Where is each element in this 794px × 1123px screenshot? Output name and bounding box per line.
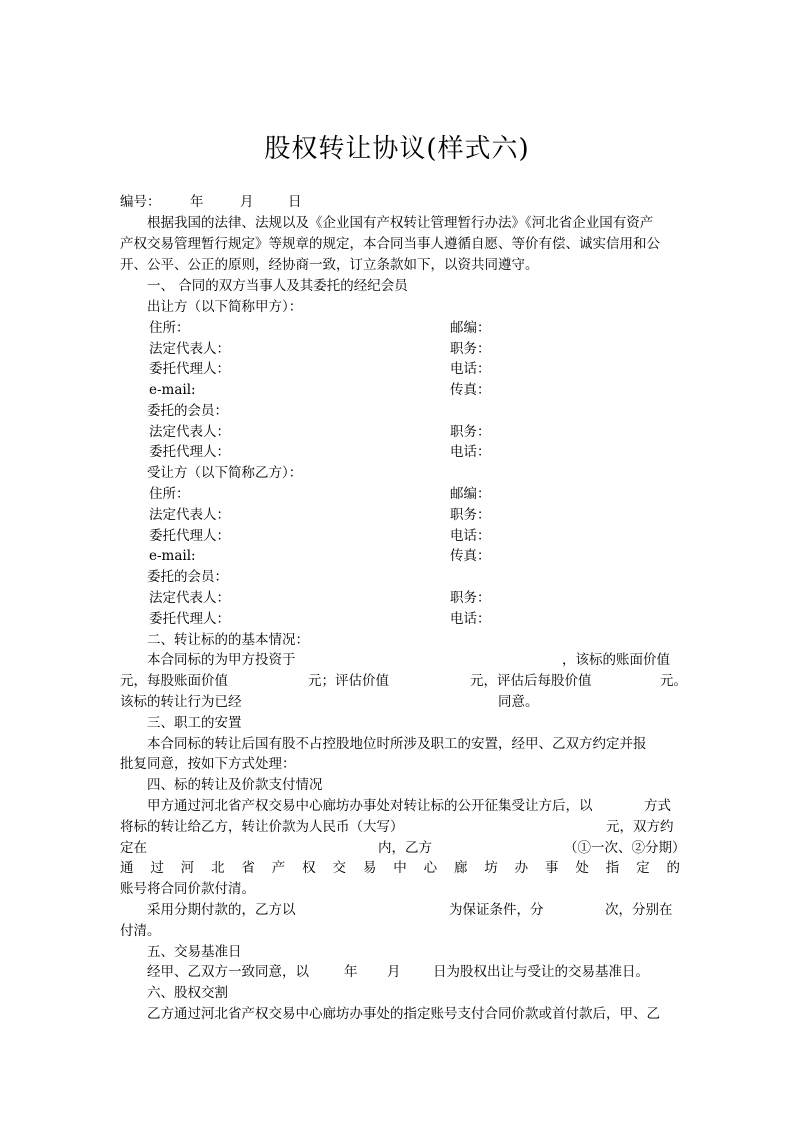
month-label: 月 [240,194,254,210]
buyer-fax-label: 传真： [450,548,491,564]
intro-line-2: 产权交易管理暂行规定》等规章的规定，本合同当事人遵循自愿、等价有偿、诚实信用和公 [120,236,660,252]
justified-char: 交 [332,860,347,876]
sec2-l3a: 该标的转让行为已经 [120,694,242,710]
sec2-l2b: 元；评估价值 [308,673,389,689]
seller-member-position-label: 职务： [450,424,491,440]
sec4-l6c: 次，分别在 [605,902,673,918]
buyer-member-position-label: 职务： [450,590,491,606]
number-label: 编号： [120,194,161,210]
justified-char: 权 [302,860,316,876]
section-4-line-5: 账号将合同价款付清。 [120,881,255,897]
year-label: 年 [190,194,204,210]
sec2-l3b: 同意。 [498,694,539,710]
justified-char: 的 [666,860,680,876]
section-4-line-2 [120,817,680,837]
sec4-l1a: 甲方通过河北省产权交易中心廊坊办事处对转让标的公开征集受让方后，以 [147,798,593,814]
justified-char: 指 [605,860,620,876]
sec2-l1a: 本合同标的为甲方投资于 [147,652,296,668]
section-6-line-1: 乙方通过河北省产权交易中心廊坊办事处的指定账号支付合同价款或首付款后，甲、乙 [147,1006,660,1022]
justified-char: 处 [575,860,589,876]
buyer-address-label: 住所： [149,486,190,502]
justified-char: 办 [514,860,529,876]
sec4-l6b: 为保证条件，分 [449,902,544,918]
justified-char: 省 [241,860,255,876]
sec5-l1d: 日为股权出让与受让的交易基准日。 [433,964,649,980]
seller-postcode-label: 邮编： [450,320,491,336]
day-label: 日 [288,194,302,210]
section-5-title: 五、交易基准日 [147,944,242,960]
section-4-line-3 [120,838,686,858]
justified-char: 心 [423,860,438,876]
section-4-line-6 [147,900,680,920]
section-2-title: 二、转让标的的基本情况： [147,632,309,648]
sec4-l3a: 定在 [120,840,147,856]
buyer-phone-label: 电话： [450,528,491,544]
sec2-l2a: 元，每股账面价值 [120,673,228,689]
justified-char: 廊 [453,860,468,876]
sec2-l2c: 元，评估后每股价值 [470,673,592,689]
buyer-email-label: e-mail: [149,548,196,564]
seller-member-legal-rep-label: 法定代表人： [149,424,230,440]
intro-line-3: 开、公平、公正的原则，经协商一致，订立条款如下，以资共同遵守。 [120,257,539,273]
section-2-line-1 [147,650,680,670]
buyer-postcode-label: 邮编： [450,486,491,502]
justified-char: 定 [636,860,650,876]
section-4-line-1 [147,796,680,816]
section-2-line-3 [120,692,680,712]
intro-line-1: 根据我国的法律、法规以及《企业国有产权转让管理暂行办法》《河北省企业国有资产 [147,215,654,231]
sec4-justified-line [120,858,680,878]
justified-char: 坊 [484,860,498,876]
sec4-l3c: （①一次、②分期） [564,840,686,856]
justified-char: 中 [393,860,407,876]
section-5-line-1 [147,962,680,982]
seller-phone-label: 电话： [450,361,491,377]
section-4-line-7: 付清。 [120,923,161,939]
section-3-line-2: 批复同意，按如下方式处理： [120,756,296,772]
section-4-line-4 [120,858,680,878]
buyer-legal-rep-label: 法定代表人： [149,507,230,523]
buyer-member-agent-label: 委托代理人： [149,611,230,627]
sec2-l1b: ，该标的账面价值 [562,652,670,668]
section-3-title: 三、职工的安置 [147,715,242,731]
document-title: 股权转让协议(样式六) [264,134,530,164]
sec4-l2b: 元，双方约 [606,819,674,835]
buyer-member-phone-label: 电话： [450,611,491,627]
buyer-title: 受让方（以下简称乙方）： [147,465,303,481]
justified-char: 事 [545,860,559,876]
justified-char: 通 [120,860,134,876]
buyer-member-label: 委托的会员： [147,569,228,585]
section-3-line-1: 本合同标的转让后国有股不占控股地位时所涉及职工的安置，经甲、乙双方约定并报 [147,736,647,752]
justified-char: 产 [271,860,286,876]
seller-email-label: e-mail: [149,382,196,398]
seller-position-label: 职务： [450,341,491,357]
number-line [120,192,680,212]
sec4-l1b: 方式 [644,798,671,814]
seller-member-agent-label: 委托代理人： [149,444,230,460]
seller-title: 出让方（以下简称甲方）： [147,299,303,315]
sec4-l6a: 采用分期付款的，乙方以 [147,902,296,918]
seller-member-label: 委托的会员： [147,403,228,419]
sec5-year: 年 [344,964,358,980]
justified-char: 易 [362,860,377,876]
sec5-l1a: 经甲、乙双方一致同意，以 [147,964,309,980]
justified-char: 河 [180,860,195,876]
justified-char: 过 [150,860,164,876]
section-1-title: 一、 合同的双方当事人及其委托的经纪会员 [147,278,408,294]
buyer-member-legal-rep-label: 法定代表人： [149,590,230,606]
seller-member-phone-label: 电话： [450,444,491,460]
buyer-agent-label: 委托代理人： [149,528,230,544]
buyer-position-label: 职务： [450,507,491,523]
section-4-title: 四、标的转让及价款支付情况 [147,777,323,793]
seller-legal-rep-label: 法定代表人： [149,341,230,357]
sec5-month: 月 [387,964,401,980]
justified-char: 北 [211,860,225,876]
sec4-l2a: 将标的转让给乙方，转让价款为人民币（大写） [120,819,404,835]
sec2-l2d: 元。 [660,673,687,689]
section-2-line-2 [120,671,687,691]
seller-agent-label: 委托代理人： [149,361,230,377]
seller-fax-label: 传真： [450,382,491,398]
seller-address-label: 住所： [149,320,190,336]
sec4-l3b: 内，乙方 [378,840,432,856]
section-6-title: 六、股权交割 [147,985,228,1001]
